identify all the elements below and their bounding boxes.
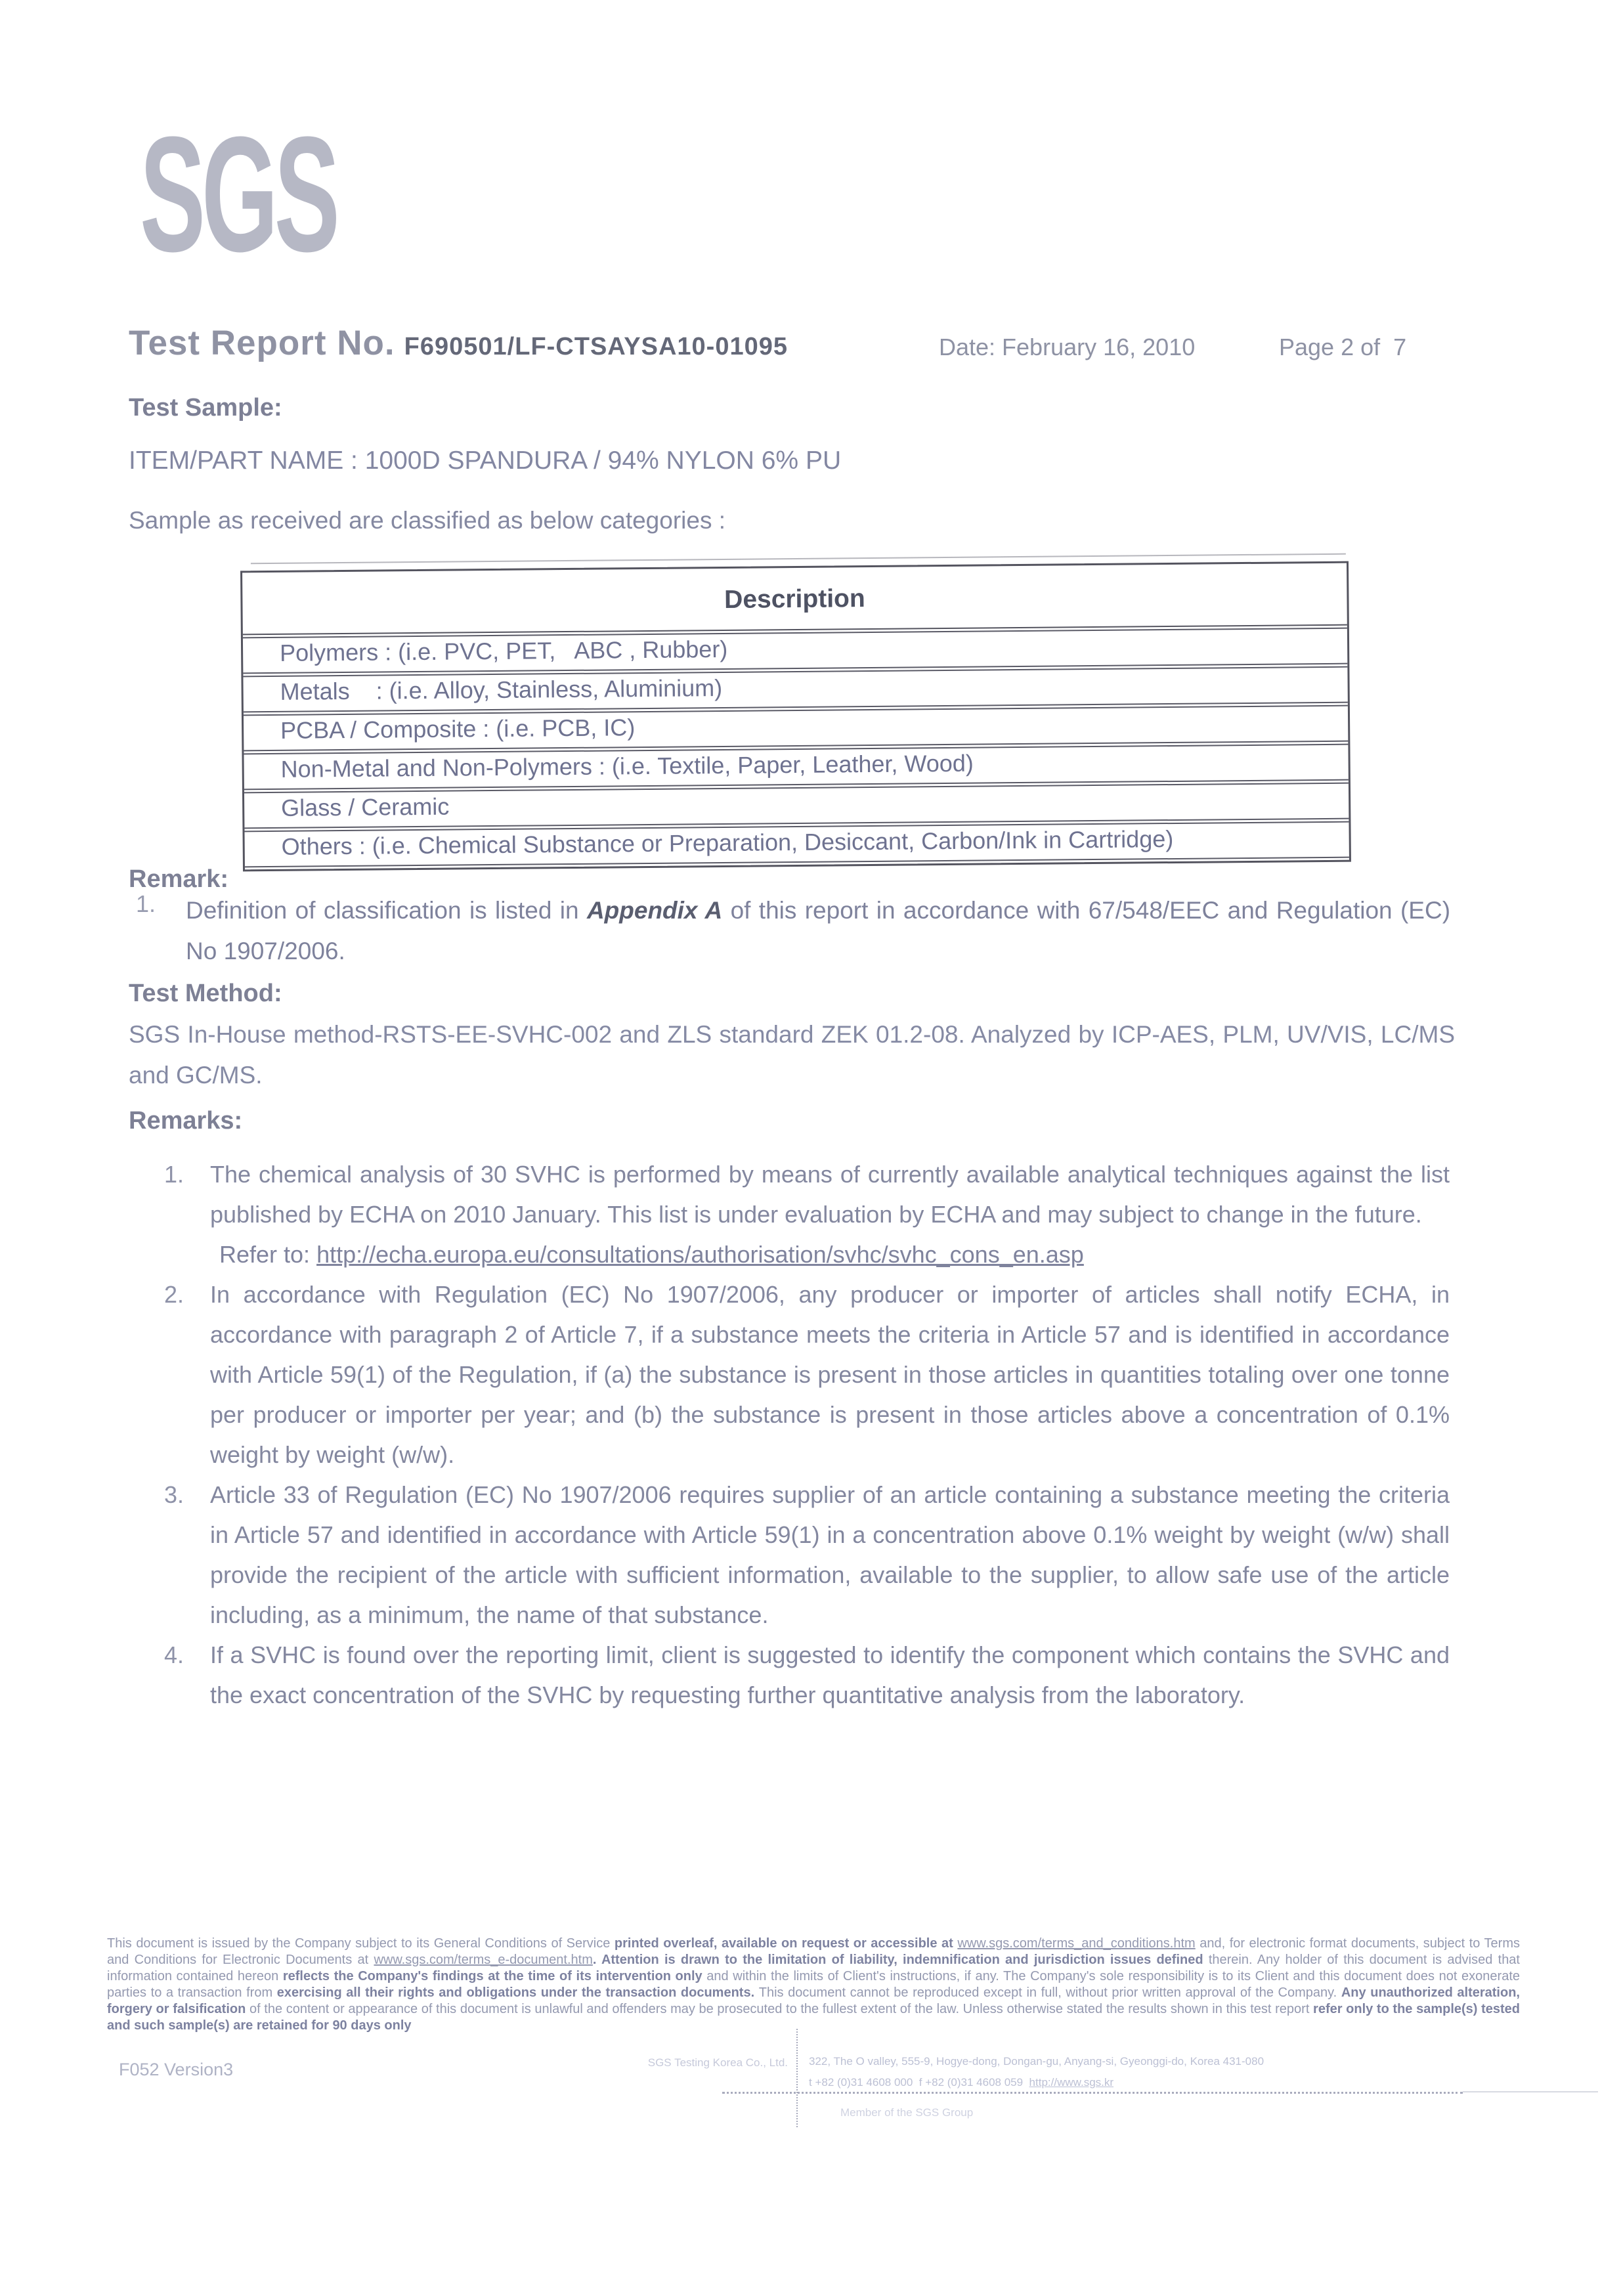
- item-text: Article 33 of Regulation (EC) No 1907/2006 requires supplier of an article containing a substance meeting the criteria in Article 57 and identified in accordance with Article 59(1) in a concentration above 0.1% weight by weight (w/w) shall provide the recipient of the article with sufficient information, available to the supplier, to allow safe use of the article including, as a minimum, the name of that substance.: [210, 1481, 1450, 1628]
- report-header: [129, 323, 788, 363]
- text-segment: This document is issued by the Company subject to its General Conditions of Service: [107, 1936, 615, 1951]
- table-row-glass: Glass / Ceramic: [244, 783, 1349, 829]
- item-number: 4.: [164, 1641, 184, 1668]
- remarks-heading: Remarks:: [129, 1107, 243, 1135]
- text-segment: .: [592, 1953, 601, 1967]
- item-number: 3.: [164, 1481, 184, 1508]
- table-row-others: Others : (i.e. Chemical Substance or Preparation, Desiccant, Carbon/Ink in Cartridge): [244, 821, 1349, 868]
- footer-address-line-1: 322, The O valley, 555-9, Hogye-dong, Dongan-gu, Anyang-si, Gyeonggi-do, Korea 431-080: [809, 2055, 1264, 2068]
- report-title: Test Report No.: [129, 324, 395, 362]
- text-segment: Attention is drawn to the limitation of liability, indemnification and jurisdiction issues defined: [601, 1953, 1209, 1967]
- link[interactable]: www.sgs.com/terms_e-document.htm: [374, 1953, 593, 1967]
- text-segment: This document cannot be reproduced except in full, without prior written approval of the Company.: [758, 1985, 1341, 2000]
- test-sample-heading: Test Sample:: [129, 394, 282, 422]
- sgs-logo: SGS: [140, 102, 336, 286]
- remarks-item-1: [164, 1154, 1450, 1274]
- remarks-item-4: [164, 1635, 1450, 1715]
- remark-item-text: [186, 890, 1450, 972]
- test-method-heading: Test Method:: [129, 980, 282, 1007]
- remarks-item-3: [164, 1475, 1450, 1635]
- item-text: If a SVHC is found over the reporting limit, client is suggested to identify the component which contains the SVHC and the exact concentration of the SVHC by requesting further quantitative analysis from the laboratory.: [210, 1641, 1450, 1708]
- report-number: F690501/LF-CTSAYSA10-01095: [404, 333, 788, 360]
- text-segment: of the content or appearance of this document is unlawful and offenders may be prosecuted to the fullest extent of the law. Unless otherwise stated the results shown in this test report: [249, 2002, 1314, 2016]
- remark-item: [136, 890, 1450, 972]
- appendix-a-reference: Appendix A: [586, 897, 723, 924]
- table-row-pcba: PCBA / Composite : (i.e. PCB, IC): [244, 705, 1348, 752]
- text-segment: Any unauthorized alteration, forgery or falsification: [107, 1985, 1520, 2016]
- text-segment: and within the limits of Client's instructions, if any. The Company's sole responsibility is to its Client and this document does not exonerate parties to a transaction from: [107, 1969, 1520, 2000]
- test-method-body: SGS In-House method-RSTS-EE-SVHC-002 and ZLS standard ZEK 01.2-08. Analyzed by ICP-AES, PLM, UV/VIS, LC/MS and GC/MS.: [129, 1021, 1455, 1089]
- text-segment: therein. Any holder of this document is advised that information contained hereon: [107, 1953, 1520, 1983]
- text-segment: t +82 (0)31 4608 000 f +82 (0)31 4608 059: [809, 2076, 1029, 2089]
- remarks-item-2: [164, 1274, 1450, 1475]
- text-segment: reflects the Company's findings at the time of its intervention only: [282, 1969, 707, 1983]
- footer-company-name: SGS Testing Korea Co., Ltd.: [647, 2056, 788, 2069]
- text-segment: refer only to the sample(s) tested and such sample(s) are retained for 90 days only: [107, 2002, 1520, 2033]
- refer-prefix: Refer to:: [219, 1241, 317, 1268]
- refer-line: [210, 1234, 1450, 1274]
- table-header-description: Description: [242, 565, 1347, 636]
- report-date: Date: February 16, 2010: [939, 334, 1196, 360]
- table-row-nonmetal: Non-Metal and Non-Polymers : (i.e. Textile, Paper, Leather, Wood): [244, 744, 1348, 791]
- form-code: F052 Version3: [119, 2060, 234, 2079]
- footer-separator-line: [796, 2029, 798, 2127]
- item-text: In accordance with Regulation (EC) No 1907/2006, any producer or importer of articles shall notify ECHA, in accordance with paragraph 2 of Article 7, if a substance meets the criteria in Article 57 and is identified in accordance with Article 59(1) of the Regulation, if (a) the substance is present in those articles in quantities totaling over one tonne per producer or importer per year; and (b) the substance is present in those articles above a concentration of 0.1% weight by weight (w/w).: [210, 1281, 1450, 1468]
- remarks-list: [164, 1154, 1450, 1715]
- table-row-polymers: Polymers : (i.e. PVC, PET, ABC , Rubber): [243, 628, 1347, 674]
- classification-table: [240, 561, 1351, 872]
- remark-text-after: of this report in accordance with 67/548/EEC and Regulation (EC) No 1907/2006.: [186, 897, 1451, 964]
- text-segment: exercising all their rights and obligations under the transaction documents.: [276, 1985, 759, 2000]
- item-number: 1.: [164, 1161, 184, 1188]
- remark-heading: Remark:: [129, 865, 229, 893]
- link[interactable]: www.sgs.com/terms_and_conditions.htm: [957, 1936, 1196, 1951]
- link[interactable]: http://www.sgs.kr: [1029, 2076, 1114, 2089]
- item-part-name-line: ITEM/PART NAME : 1000D SPANDURA / 94% NYLON 6% PU: [129, 446, 842, 475]
- table-row-metals: Metals : (i.e. Alloy, Stainless, Aluminium): [243, 666, 1347, 713]
- remark-text-before: Definition of classification is listed in: [186, 897, 587, 924]
- text-segment: printed overleaf, available on request or accessible at: [614, 1936, 958, 1951]
- text-segment: and, for electronic format documents, subject to Terms and Conditions for Electronic Documents at: [107, 1936, 1521, 1967]
- remark-item-number: 1.: [136, 890, 156, 917]
- echa-link[interactable]: http://echa.europa.eu/consultations/authorisation/svhc/svhc_cons_en.asp: [316, 1241, 1084, 1268]
- classified-line: Sample as received are classified as below categories :: [129, 507, 726, 534]
- footer-member-text: Member of the SGS Group: [840, 2106, 974, 2119]
- report-page-label: Page 2 of 7: [1279, 334, 1407, 360]
- footer-rule-light: [1463, 2091, 1598, 2092]
- item-text: The chemical analysis of 30 SVHC is performed by means of currently available analytical techniques against the list published by ECHA on 2010 January. This list is under evaluation by ECHA and may subject to change in the future.: [210, 1161, 1450, 1228]
- footer-rule: [722, 2092, 1463, 2094]
- footer-address-line-2: [809, 2076, 1113, 2089]
- legal-footer-text: [107, 1936, 1520, 2034]
- item-number: 2.: [164, 1281, 184, 1308]
